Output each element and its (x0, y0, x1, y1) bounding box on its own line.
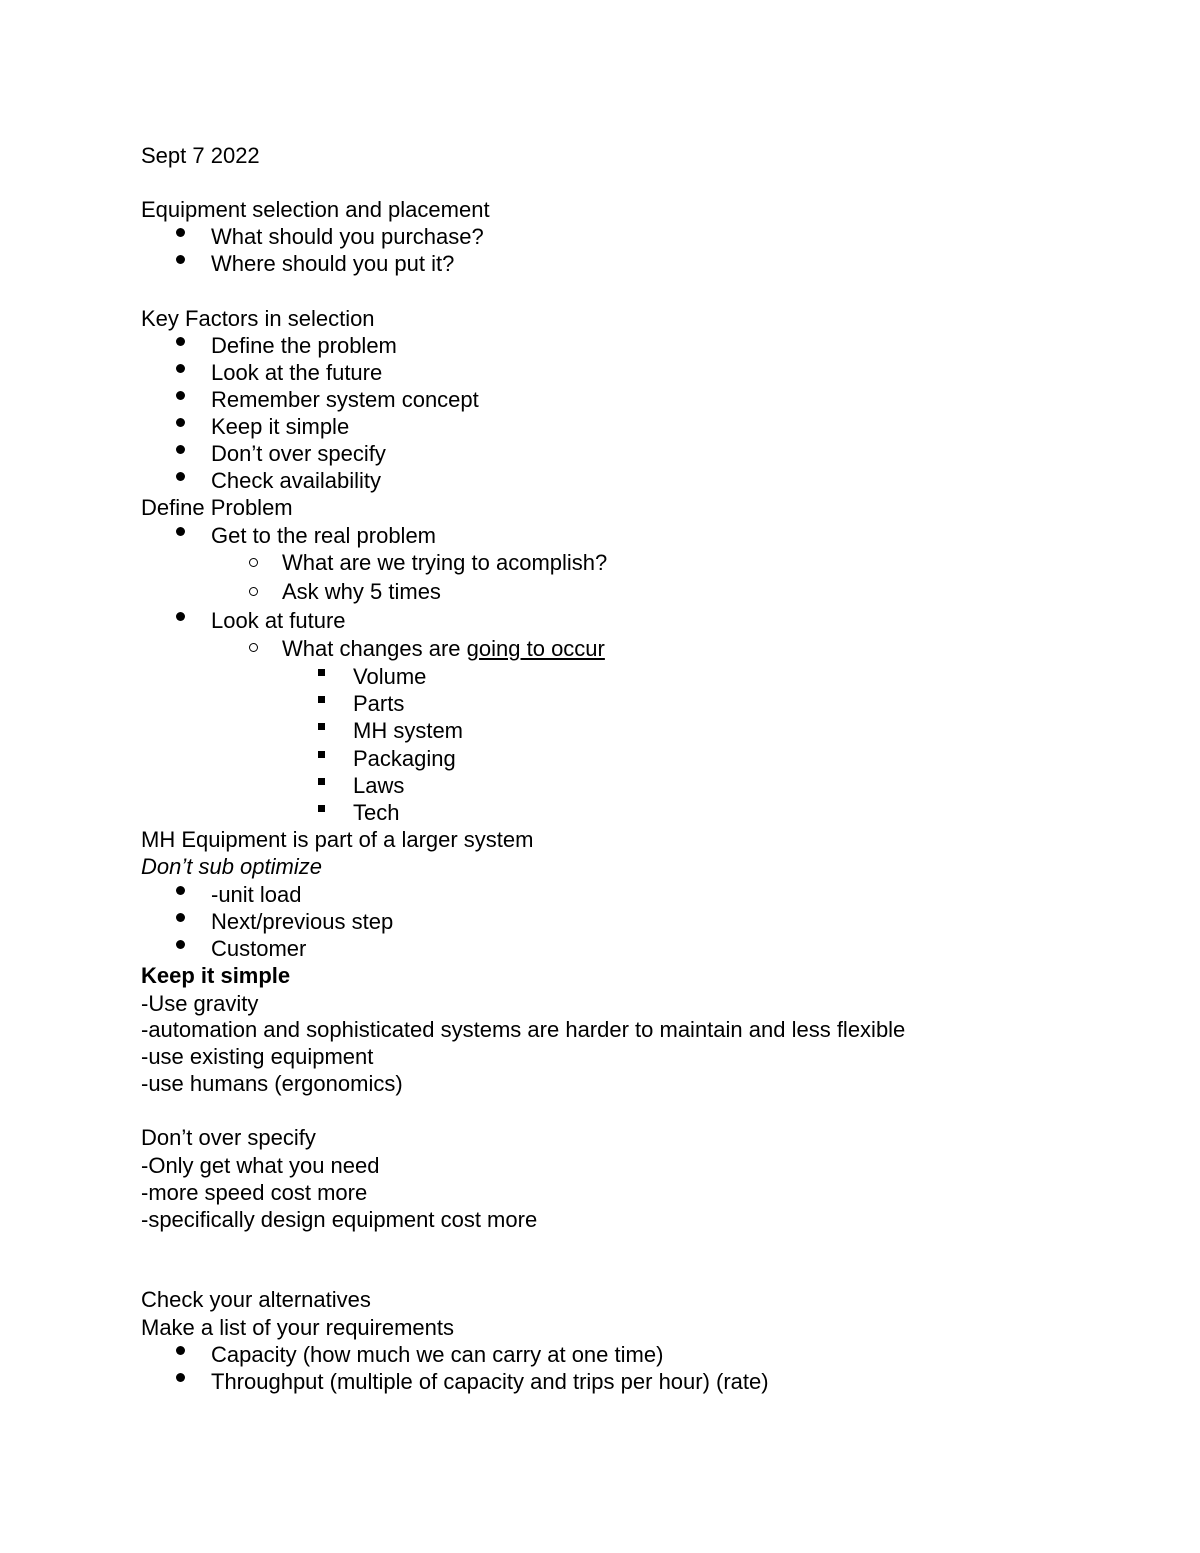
sub-sub-list-item: Packaging (353, 746, 456, 771)
bullet-disc-icon (176, 1373, 185, 1382)
bullet-disc-icon (176, 886, 185, 895)
sub-sub-list-item: Volume (353, 664, 427, 689)
text-line: -use humans (ergonomics) (141, 1071, 403, 1096)
list-item: Don’t over specify (211, 441, 386, 466)
date-heading: Sept 7 2022 (141, 143, 260, 168)
bullet-circle-icon (249, 643, 258, 652)
sub-list-item: Ask why 5 times (282, 579, 441, 604)
sub-sub-list-item: Tech (353, 800, 400, 825)
text-line: -more speed cost more (141, 1180, 368, 1205)
section-heading: Define Problem (141, 495, 293, 520)
section-heading: Equipment selection and placement (141, 197, 490, 222)
section-heading: Check your alternatives (141, 1287, 371, 1312)
section-heading: Don’t over specify (141, 1125, 316, 1150)
section-heading: MH Equipment is part of a larger system (141, 827, 534, 852)
bullet-disc-icon (176, 913, 185, 922)
text-line: -Use gravity (141, 991, 259, 1016)
sub-item-text: What changes are (282, 636, 467, 661)
bold-heading: Keep it simple (141, 963, 291, 988)
bullet-disc-icon (176, 337, 185, 346)
list-item: Check availability (211, 468, 381, 493)
bullet-square-icon (318, 669, 325, 676)
bullet-disc-icon (176, 612, 185, 621)
bullet-disc-icon (176, 228, 185, 237)
bullet-disc-icon (176, 527, 185, 536)
list-item: Remember system concept (211, 387, 479, 412)
text-line: -automation and sophisticated systems are harder to maintain and less flexible (141, 1017, 906, 1042)
list-item: Define the problem (211, 333, 397, 358)
list-item: Keep it simple (211, 414, 350, 439)
bullet-disc-icon (176, 940, 185, 949)
bullet-square-icon (318, 751, 325, 758)
section-subheading: Make a list of your requirements (141, 1315, 455, 1340)
list-item: -unit load (211, 882, 302, 907)
list-item: Capacity (how much we can carry at one time) (211, 1342, 664, 1367)
text-line: -specifically design equipment cost more (141, 1207, 538, 1232)
sub-sub-list-item: MH system (353, 718, 463, 743)
bullet-circle-icon (249, 587, 258, 596)
list-item: What should you purchase? (211, 224, 484, 249)
sub-sub-list-item: Laws (353, 773, 405, 798)
bullet-square-icon (318, 778, 325, 785)
list-item: Look at the future (211, 360, 383, 385)
list-item: Next/previous step (211, 909, 394, 934)
list-item: Where should you put it? (211, 251, 455, 276)
italic-subheading: Don’t sub optimize (141, 854, 322, 879)
bullet-disc-icon (176, 391, 185, 400)
sub-sub-list-item: Parts (353, 691, 405, 716)
list-item: Look at future (211, 608, 346, 633)
bullet-disc-icon (176, 364, 185, 373)
underlined-text: going to occur (466, 636, 605, 661)
list-item: Get to the real problem (211, 523, 437, 548)
bullet-disc-icon (176, 255, 185, 264)
text-line: -use existing equipment (141, 1044, 374, 1069)
bullet-disc-icon (176, 418, 185, 427)
bullet-circle-icon (249, 558, 258, 567)
text-line: -Only get what you need (141, 1153, 380, 1178)
list-item: Customer (211, 936, 307, 961)
bullet-disc-icon (176, 445, 185, 454)
bullet-square-icon (318, 805, 325, 812)
bullet-disc-icon (176, 472, 185, 481)
sub-list-item: What are we trying to acomplish? (282, 550, 608, 575)
bullet-disc-icon (176, 1346, 185, 1355)
list-item: Throughput (multiple of capacity and trips per hour) (rate) (211, 1369, 769, 1394)
section-heading: Key Factors in selection (141, 306, 375, 331)
bullet-square-icon (318, 696, 325, 703)
bullet-square-icon (318, 723, 325, 730)
sub-list-item (282, 635, 605, 663)
